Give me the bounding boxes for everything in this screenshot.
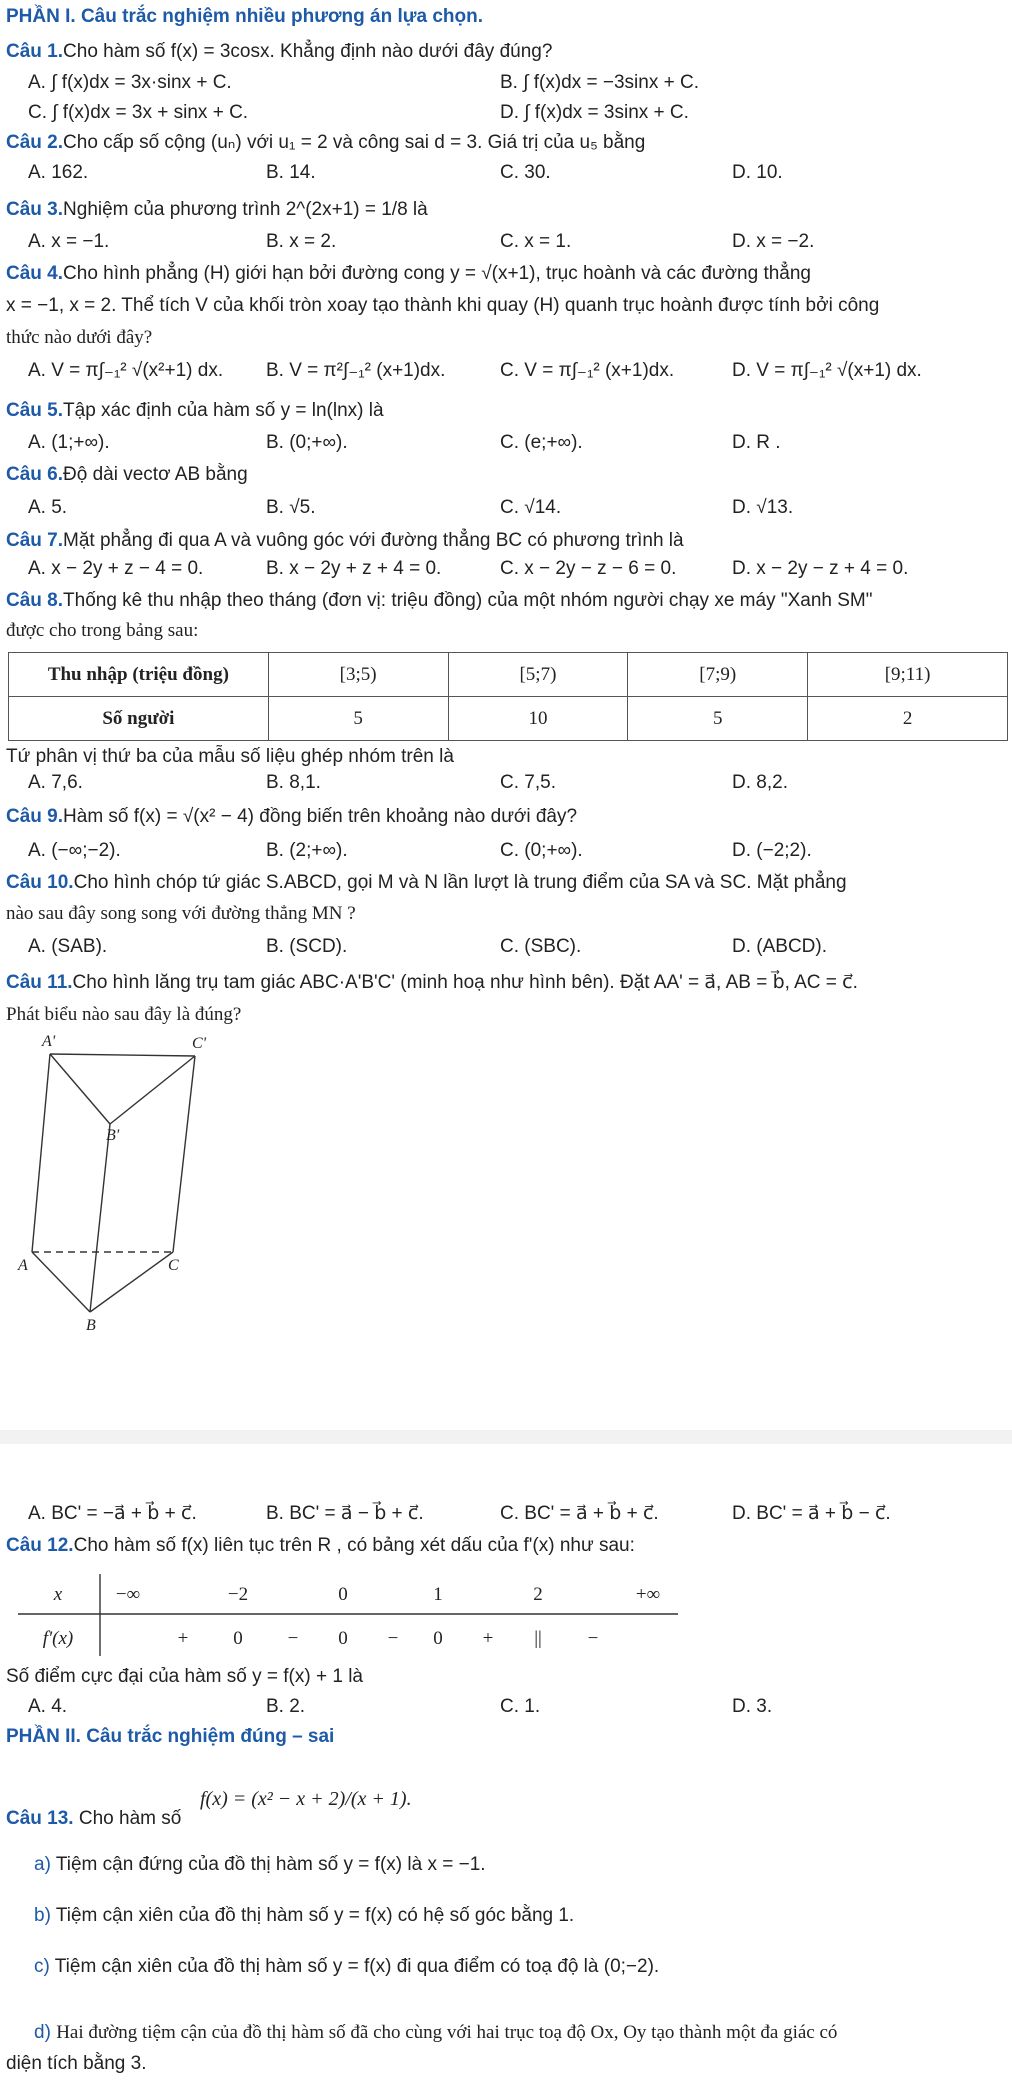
statement-a[interactable] xyxy=(34,1854,486,1876)
statement-text: Tiệm cận đứng của đồ thị hàm số y = f(x) là x = −1. xyxy=(55,1854,486,1875)
option-d[interactable]: D. V = π∫₋₁² √(x+1) dx. xyxy=(732,360,922,381)
option-a[interactable]: A. (SAB). xyxy=(28,936,108,957)
table-cell: 5 xyxy=(628,697,808,741)
option-a[interactable]: A. BC' = −a⃗ + b⃗ + c⃗. xyxy=(28,1503,197,1524)
option-d[interactable]: D. ∫ f(x)dx = 3sinx + C. xyxy=(500,102,689,123)
question-label: Câu 5. xyxy=(6,400,64,421)
option-a[interactable]: A. V = π∫₋₁² √(x²+1) dx. xyxy=(28,360,224,381)
question-text: Cho hàm số f(x) liên tục trên R , có bảng xét dấu của f'(x) như sau: xyxy=(73,1535,635,1556)
option-c[interactable]: C. V = π∫₋₁² (x+1)dx. xyxy=(500,360,675,381)
statement-c[interactable] xyxy=(34,1956,659,1978)
option-c[interactable]: C. BC' = a⃗ + b⃗ + c⃗. xyxy=(500,1503,659,1524)
question-12 xyxy=(6,1535,635,1557)
option-b[interactable]: B. x = 2. xyxy=(266,231,337,252)
option-d[interactable]: D. 8,2. xyxy=(732,772,788,793)
edge-cc1 xyxy=(173,1056,195,1252)
option-d[interactable]: D. R . xyxy=(732,432,781,453)
option-a[interactable]: A. x − 2y + z − 4 = 0. xyxy=(28,558,204,579)
option-c[interactable]: C. (SBC). xyxy=(500,936,582,957)
statement-label: c) xyxy=(34,1956,50,1977)
question-text-line-2: được cho trong bảng sau: xyxy=(6,620,199,641)
option-b[interactable]: B. (0;+∞). xyxy=(266,432,348,453)
table-row xyxy=(9,653,1008,697)
table-header-cell: [5;7) xyxy=(448,653,628,697)
question-8 xyxy=(6,590,873,612)
edge-b1c1 xyxy=(110,1056,195,1124)
question-text: Mặt phẳng đi qua A và vuông góc với đường thẳng BC có phương trình là xyxy=(63,530,684,551)
table-header-cell: Thu nhập (triệu đồng) xyxy=(9,653,269,697)
option-a[interactable]: A. 4. xyxy=(28,1696,68,1717)
x-value: −∞ xyxy=(115,1584,141,1605)
option-c[interactable]: C. (e;+∞). xyxy=(500,432,583,453)
question-text: Nghiệm của phương trình 2^(2x+1) = 1/8 là xyxy=(63,199,428,220)
part2-heading: PHẦN II. Câu trắc nghiệm đúng – sai xyxy=(6,1726,335,1747)
statement-text: Tiệm cận xiên của đồ thị hàm số y = f(x) có hệ số góc bằng 1. xyxy=(55,1905,575,1926)
edge-bb1 xyxy=(90,1124,110,1312)
question-text-line-3: thức nào dưới đây? xyxy=(6,327,153,348)
x-value: 2 xyxy=(533,1584,543,1605)
option-d[interactable]: D. BC' = a⃗ + b⃗ − c⃗. xyxy=(732,1503,891,1524)
question-text: Cho hàm số f(x) = 3cosx. Khẳng định nào dưới đây đúng? xyxy=(63,41,553,62)
sign-table xyxy=(18,1570,678,1660)
edge-a1c1 xyxy=(50,1054,195,1056)
question-text: Cho hàm số xyxy=(78,1808,182,1829)
question-label: Câu 7. xyxy=(6,530,64,551)
table-header-cell: [7;9) xyxy=(628,653,808,697)
vertex-label: A xyxy=(18,1257,28,1274)
question-2 xyxy=(6,132,645,154)
question-label: Câu 1. xyxy=(6,41,64,62)
sign-cell: − xyxy=(587,1628,599,1649)
option-b[interactable]: B. V = π²∫₋₁² (x+1)dx. xyxy=(266,360,446,381)
option-b[interactable]: B. (SCD). xyxy=(266,936,348,957)
question-text-line-1: Cho hình lăng trụ tam giác ABC·A'B'C' (minh hoạ như hình bên). Đặt AA' = a⃗, AB = b⃗, AC = c⃗. xyxy=(72,972,858,993)
question-label: Câu 10. xyxy=(6,872,74,893)
vertex-label: C xyxy=(168,1257,179,1274)
option-a[interactable]: A. 162. xyxy=(28,162,89,183)
sign-cell: − xyxy=(387,1628,399,1649)
option-b[interactable]: B. 8,1. xyxy=(266,772,321,793)
question-7 xyxy=(6,530,684,552)
part1-heading: PHẦN I. Câu trắc nghiệm nhiều phương án lựa chọn. xyxy=(6,6,484,27)
option-d[interactable]: D. √13. xyxy=(732,497,794,518)
question-text: Tập xác định của hàm số y = ln(lnx) là xyxy=(63,400,384,421)
option-d[interactable]: D. 10. xyxy=(732,162,783,183)
table-header-cell: [9;11) xyxy=(808,653,1008,697)
option-b[interactable]: B. ∫ f(x)dx = −3sinx + C. xyxy=(500,72,699,93)
option-a[interactable]: A. 7,6. xyxy=(28,772,83,793)
fprime-row-label: f'(x) xyxy=(42,1628,74,1649)
question-text: Cho cấp số cộng (uₙ) với u₁ = 2 và công sai d = 3. Giá trị của u₅ bằng xyxy=(63,132,646,153)
option-c[interactable]: C. 30. xyxy=(500,162,551,183)
option-c[interactable]: C. x = 1. xyxy=(500,231,572,252)
option-b[interactable]: B. x − 2y + z + 4 = 0. xyxy=(266,558,442,579)
sign-cell: + xyxy=(177,1628,189,1649)
option-d[interactable]: D. x = −2. xyxy=(732,231,815,252)
x-value: 0 xyxy=(338,1584,348,1605)
vertex-label: B xyxy=(86,1317,96,1330)
option-a[interactable]: A. x = −1. xyxy=(28,231,110,252)
page-separator xyxy=(0,1430,1012,1444)
edge-aa1 xyxy=(32,1054,50,1252)
option-c[interactable]: C. √14. xyxy=(500,497,562,518)
option-d[interactable]: D. (ABCD). xyxy=(732,936,827,957)
option-a[interactable]: A. (−∞;−2). xyxy=(28,840,121,861)
question-6 xyxy=(6,464,248,486)
question-text-line-1: Cho hình chóp tứ giác S.ABCD, gọi M và N lần lượt là trung điểm của SA và SC. Mặt phẳng xyxy=(73,872,847,893)
question-1 xyxy=(6,41,552,63)
table-cell: 2 xyxy=(808,697,1008,741)
option-d[interactable]: D. 3. xyxy=(732,1696,773,1717)
function-formula: f(x) = (x² − x + 2)/(x + 1). xyxy=(200,1788,412,1810)
question-3 xyxy=(6,199,428,221)
question-9 xyxy=(6,806,577,828)
question-label: Câu 3. xyxy=(6,199,64,220)
question-text-line-2: nào sau đây song song với đường thẳng MN ? xyxy=(6,903,356,924)
question-text: Hàm số f(x) = √(x² − 4) đồng biến trên khoảng nào dưới đây? xyxy=(63,806,578,827)
statement-d[interactable] xyxy=(34,2022,837,2044)
question-text-line-2: Phát biểu nào sau đây là đúng? xyxy=(6,1004,242,1025)
sign-cell: − xyxy=(287,1628,299,1649)
option-d[interactable]: D. x − 2y − z + 4 = 0. xyxy=(732,558,909,579)
option-d[interactable]: D. (−2;2). xyxy=(732,840,812,861)
x-value: +∞ xyxy=(635,1584,661,1605)
sign-cell: 0 xyxy=(338,1628,348,1649)
question-label: Câu 8. xyxy=(6,590,64,611)
vertex-label: B' xyxy=(106,1127,120,1144)
option-b[interactable]: B. BC' = a⃗ − b⃗ + c⃗. xyxy=(266,1503,424,1524)
question-label: Câu 9. xyxy=(6,806,64,827)
option-c[interactable]: C. ∫ f(x)dx = 3x + sinx + C. xyxy=(28,102,249,123)
question-8-followup: Tứ phân vị thứ ba của mẫu số liệu ghép nhóm trên là xyxy=(6,746,454,767)
option-c[interactable]: C. 7,5. xyxy=(500,772,556,793)
edge-bc xyxy=(90,1252,173,1312)
question-text-line-1: Thống kê thu nhập theo tháng (đơn vị: triệu đồng) của một nhóm người chạy xe máy "Xanh SM" xyxy=(63,590,873,611)
question-text: Độ dài vectơ AB bằng xyxy=(63,464,248,485)
question-label: Câu 12. xyxy=(6,1535,74,1556)
edge-a1b1 xyxy=(50,1054,110,1124)
x-value: −2 xyxy=(227,1584,249,1605)
question-10 xyxy=(6,872,847,894)
question-11 xyxy=(6,972,858,994)
x-value: 1 xyxy=(433,1584,443,1605)
edge-ab xyxy=(32,1252,90,1312)
x-row-label: x xyxy=(53,1584,63,1605)
sign-cell: + xyxy=(482,1628,494,1649)
option-c[interactable]: C. 1. xyxy=(500,1696,541,1717)
income-table xyxy=(8,652,1008,741)
statement-text: Hai đường tiệm cận của đồ thị hàm số đã cho cùng với hai trục toạ độ Ox, Oy tạo thành một đa giác có xyxy=(56,2022,838,2043)
table-row xyxy=(9,697,1008,741)
question-label: Câu 6. xyxy=(6,464,64,485)
question-12-followup: Số điểm cực đại của hàm số y = f(x) + 1 là xyxy=(6,1666,363,1687)
table-cell: Số người xyxy=(9,697,269,741)
question-label: Câu 4. xyxy=(6,263,64,284)
option-b[interactable]: B. 2. xyxy=(266,1696,306,1717)
question-4 xyxy=(6,263,811,285)
option-a[interactable]: A. 5. xyxy=(28,497,68,518)
option-b[interactable]: B. 14. xyxy=(266,162,316,183)
question-text-line-2: x = −1, x = 2. Thể tích V của khối tròn xoay tạo thành khi quay (H) quanh trục hoành được tính bởi công xyxy=(6,295,880,316)
statement-text: Tiệm cận xiên của đồ thị hàm số y = f(x) đi qua điểm có toạ độ là (0;−2). xyxy=(54,1956,660,1977)
question-5 xyxy=(6,400,384,422)
option-c[interactable]: C. x − 2y − z − 6 = 0. xyxy=(500,558,677,579)
question-label: Câu 11. xyxy=(6,972,73,993)
statement-b[interactable] xyxy=(34,1905,574,1927)
option-a[interactable]: A. (1;+∞). xyxy=(28,432,110,453)
table-header-cell: [3;5) xyxy=(268,653,448,697)
option-a[interactable]: A. ∫ f(x)dx = 3x·sinx + C. xyxy=(28,72,232,93)
table-cell: 5 xyxy=(268,697,448,741)
statement-d-continuation: diện tích bằng 3. xyxy=(6,2053,147,2074)
question-text-line-1: Cho hình phẳng (H) giới hạn bởi đường cong y = √(x+1), trục hoành và các đường thẳng xyxy=(63,263,811,284)
question-label: Câu 2. xyxy=(6,132,64,153)
vertex-label: A' xyxy=(42,1034,56,1050)
statement-label: a) xyxy=(34,1854,51,1875)
sign-cell: 0 xyxy=(433,1628,443,1649)
vertex-label: C' xyxy=(192,1035,207,1052)
table-cell: 10 xyxy=(448,697,628,741)
sign-cell: 0 xyxy=(233,1628,243,1649)
sign-cell: || xyxy=(534,1628,542,1649)
statement-label: d) xyxy=(34,2022,51,2043)
statement-label: b) xyxy=(34,1905,51,1926)
option-c[interactable]: C. (0;+∞). xyxy=(500,840,583,861)
prism-figure xyxy=(10,1034,220,1330)
question-13 xyxy=(6,1808,181,1830)
option-b[interactable]: B. √5. xyxy=(266,497,316,518)
question-label: Câu 13. xyxy=(6,1808,74,1829)
option-b[interactable]: B. (2;+∞). xyxy=(266,840,348,861)
